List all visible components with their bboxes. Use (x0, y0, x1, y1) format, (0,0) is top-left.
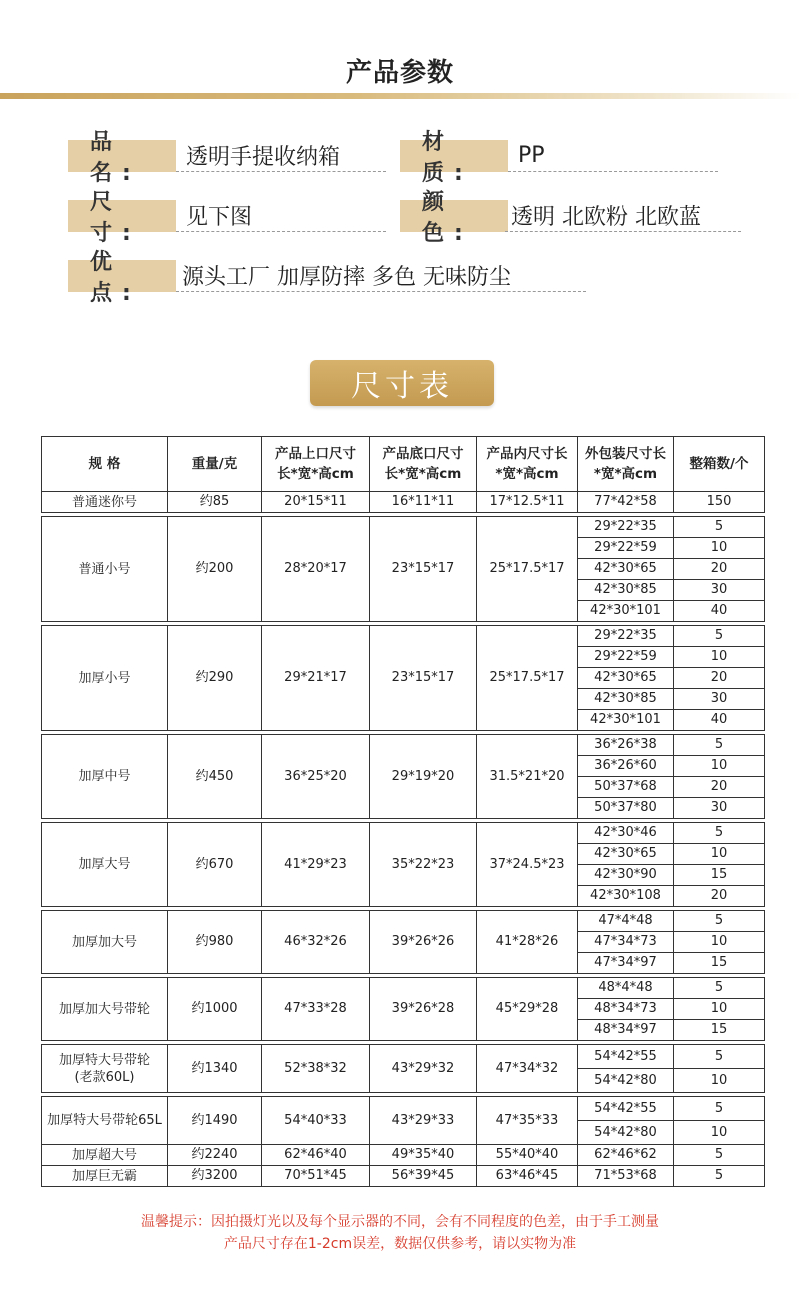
weight-cell: 约1000 (168, 978, 262, 1041)
inner-size-cell: 63*46*45 (477, 1166, 578, 1187)
pack-size-cell: 42*30*90 (578, 865, 674, 886)
pack-size-cell: 54*42*80 (578, 1069, 674, 1093)
pack-size-cell: 29*22*35 (578, 626, 674, 647)
qty-cell: 5 (674, 1166, 765, 1187)
color-label: 颜 色: (400, 200, 508, 232)
header-weight: 重量/克 (168, 437, 262, 492)
qty-cell: 20 (674, 559, 765, 580)
top-size-cell: 54*40*33 (262, 1097, 370, 1145)
header-pack-size: 外包装尺寸长 *宽*高cm (578, 437, 674, 492)
inner-size-cell: 37*24.5*23 (477, 823, 578, 907)
inner-size-cell: 25*17.5*17 (477, 626, 578, 731)
top-size-cell: 29*21*17 (262, 626, 370, 731)
name-value: 透明手提收纳箱 (176, 140, 386, 172)
spec-cell: 加厚小号 (42, 626, 168, 731)
bottom-size-cell: 39*26*26 (370, 911, 477, 974)
pack-size-cell: 48*34*73 (578, 999, 674, 1020)
header-bottom-size: 产品底口尺寸 长*宽*高cm (370, 437, 477, 492)
qty-cell: 5 (674, 626, 765, 647)
weight-cell: 约1490 (168, 1097, 262, 1145)
qty-cell: 20 (674, 886, 765, 907)
qty-cell: 5 (674, 517, 765, 538)
spec-cell: 加厚特大号带轮65L (42, 1097, 168, 1145)
note-line-1: 温馨提示：因拍摄灯光以及每个显示器的不同，会有不同程度的色差，由于手工测量 (141, 1214, 659, 1230)
top-size-cell: 20*15*11 (262, 492, 370, 513)
spec-cell: 加厚加大号 (42, 911, 168, 974)
top-size-cell: 41*29*23 (262, 823, 370, 907)
pack-size-cell: 50*37*80 (578, 798, 674, 819)
bottom-size-cell: 35*22*23 (370, 823, 477, 907)
spec-cell: 加厚特大号带轮 (老款60L) (42, 1045, 168, 1093)
size-value: 见下图 (176, 200, 386, 232)
table-row (42, 1145, 765, 1166)
pack-size-cell: 48*34*97 (578, 1020, 674, 1041)
pack-size-cell: 47*34*73 (578, 932, 674, 953)
qty-cell: 10 (674, 1069, 765, 1093)
inner-size-cell: 55*40*40 (477, 1145, 578, 1166)
bottom-size-cell: 56*39*45 (370, 1166, 477, 1187)
table-row (42, 823, 765, 844)
weight-cell: 约200 (168, 517, 262, 622)
pack-size-cell: 42*30*101 (578, 601, 674, 622)
spec-cell: 加厚大号 (42, 823, 168, 907)
top-size-cell: 46*32*26 (262, 911, 370, 974)
pack-size-cell: 42*30*65 (578, 559, 674, 580)
bottom-size-cell: 43*29*33 (370, 1097, 477, 1145)
pack-size-cell: 50*37*68 (578, 777, 674, 798)
table-row (42, 735, 765, 756)
qty-cell: 10 (674, 844, 765, 865)
weight-cell: 约450 (168, 735, 262, 819)
qty-cell: 15 (674, 1020, 765, 1041)
qty-cell: 5 (674, 1045, 765, 1069)
qty-cell: 10 (674, 756, 765, 777)
color-value: 透明 北欧粉 北欧蓝 (505, 200, 741, 232)
qty-cell: 10 (674, 647, 765, 668)
top-size-cell: 28*20*17 (262, 517, 370, 622)
bottom-size-cell: 29*19*20 (370, 735, 477, 819)
spec-cell: 普通小号 (42, 517, 168, 622)
top-size-cell: 47*33*28 (262, 978, 370, 1041)
bottom-size-cell: 16*11*11 (370, 492, 477, 513)
qty-cell: 30 (674, 689, 765, 710)
pack-size-cell: 42*30*85 (578, 580, 674, 601)
pack-size-cell: 48*4*48 (578, 978, 674, 999)
inner-size-cell: 25*17.5*17 (477, 517, 578, 622)
top-size-cell: 70*51*45 (262, 1166, 370, 1187)
spec-cell: 加厚中号 (42, 735, 168, 819)
spec-cell: 普通迷你号 (42, 492, 168, 513)
bottom-size-cell: 23*15*17 (370, 517, 477, 622)
inner-size-cell: 31.5*21*20 (477, 735, 578, 819)
inner-size-cell: 45*29*28 (477, 978, 578, 1041)
weight-cell: 约85 (168, 492, 262, 513)
inner-size-cell: 17*12.5*11 (477, 492, 578, 513)
pack-size-cell: 42*30*108 (578, 886, 674, 907)
pack-size-cell: 47*34*97 (578, 953, 674, 974)
table-row (42, 517, 765, 538)
table-row (42, 492, 765, 513)
inner-size-cell: 47*34*32 (477, 1045, 578, 1093)
qty-cell: 10 (674, 999, 765, 1020)
qty-cell: 30 (674, 580, 765, 601)
spec-cell: 加厚加大号带轮 (42, 978, 168, 1041)
material-label: 材 质: (400, 140, 508, 172)
qty-cell: 5 (674, 1145, 765, 1166)
spec-cell: 加厚超大号 (42, 1145, 168, 1166)
bottom-size-cell: 23*15*17 (370, 626, 477, 731)
weight-cell: 约2240 (168, 1145, 262, 1166)
qty-cell: 5 (674, 823, 765, 844)
qty-cell: 15 (674, 865, 765, 886)
pack-size-cell: 42*30*65 (578, 668, 674, 689)
size-label: 尺 寸: (68, 200, 176, 232)
table-row (42, 978, 765, 999)
qty-cell: 20 (674, 668, 765, 689)
qty-cell: 10 (674, 538, 765, 559)
material-value: PP (508, 140, 718, 172)
top-size-cell: 36*25*20 (262, 735, 370, 819)
pack-size-cell: 36*26*60 (578, 756, 674, 777)
top-size-cell: 62*46*40 (262, 1145, 370, 1166)
qty-cell: 15 (674, 953, 765, 974)
table-row (42, 1045, 765, 1069)
qty-cell: 40 (674, 710, 765, 731)
qty-cell: 40 (674, 601, 765, 622)
pack-size-cell: 47*4*48 (578, 911, 674, 932)
weight-cell: 约3200 (168, 1166, 262, 1187)
qty-cell: 5 (674, 1097, 765, 1121)
page-title: 产品参数 (345, 58, 454, 88)
qty-cell: 5 (674, 911, 765, 932)
inner-size-cell: 47*35*33 (477, 1097, 578, 1145)
spec-cell: 加厚巨无霸 (42, 1166, 168, 1187)
weight-cell: 约1340 (168, 1045, 262, 1093)
pack-size-cell: 54*42*55 (578, 1097, 674, 1121)
pack-size-cell: 42*30*101 (578, 710, 674, 731)
qty-cell: 30 (674, 798, 765, 819)
pack-size-cell: 77*42*58 (578, 492, 674, 513)
pack-size-cell: 36*26*38 (578, 735, 674, 756)
pack-size-cell: 54*42*55 (578, 1045, 674, 1069)
inner-size-cell: 41*28*26 (477, 911, 578, 974)
pack-size-cell: 42*30*65 (578, 844, 674, 865)
pack-size-cell: 29*22*59 (578, 647, 674, 668)
table-row (42, 626, 765, 647)
weight-cell: 约290 (168, 626, 262, 731)
header-qty: 整箱数/个 (674, 437, 765, 492)
size-table-badge: 尺寸表 (310, 360, 494, 406)
size-table (41, 436, 765, 1187)
weight-cell: 约980 (168, 911, 262, 974)
qty-cell: 5 (674, 735, 765, 756)
header-spec: 规 格 (42, 437, 168, 492)
advantages-label: 优 点: (68, 260, 176, 292)
pack-size-cell: 42*30*46 (578, 823, 674, 844)
qty-cell: 10 (674, 1121, 765, 1145)
qty-cell: 5 (674, 978, 765, 999)
qty-cell: 10 (674, 932, 765, 953)
table-row (42, 911, 765, 932)
pack-size-cell: 54*42*80 (578, 1121, 674, 1145)
name-label: 品 名: (68, 140, 176, 172)
pack-size-cell: 62*46*62 (578, 1145, 674, 1166)
pack-size-cell: 42*30*85 (578, 689, 674, 710)
bottom-size-cell: 39*26*28 (370, 978, 477, 1041)
table-row (42, 1166, 765, 1187)
bottom-size-cell: 49*35*40 (370, 1145, 477, 1166)
header-top-size: 产品上口尺寸 长*宽*高cm (262, 437, 370, 492)
advantages-value: 源头工厂 加厚防摔 多色 无味防尘 (176, 260, 586, 292)
header-inner-size: 产品内尺寸长 *宽*高cm (477, 437, 578, 492)
table-row (42, 1097, 765, 1121)
table-header-row (42, 437, 765, 492)
qty-cell: 150 (674, 492, 765, 513)
note-line-2: 产品尺寸存在1-2cm误差，数据仅供参考，请以实物为准 (223, 1236, 577, 1252)
pack-size-cell: 71*53*68 (578, 1166, 674, 1187)
top-size-cell: 52*38*32 (262, 1045, 370, 1093)
weight-cell: 约670 (168, 823, 262, 907)
bottom-size-cell: 43*29*32 (370, 1045, 477, 1093)
pack-size-cell: 29*22*59 (578, 538, 674, 559)
pack-size-cell: 29*22*35 (578, 517, 674, 538)
qty-cell: 20 (674, 777, 765, 798)
gold-divider (0, 93, 800, 99)
